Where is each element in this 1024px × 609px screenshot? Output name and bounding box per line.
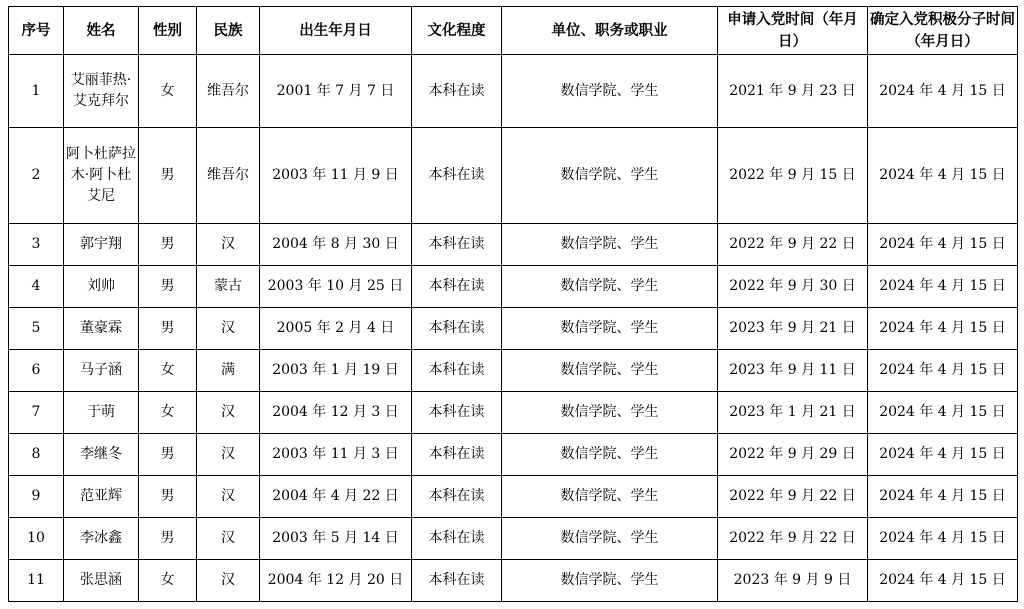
activist-date-cell: 2024 年 4 月 15 日 (868, 350, 1018, 392)
name-cell: 李继冬 (64, 434, 139, 476)
gender-cell: 男 (139, 308, 197, 350)
education-cell: 本科在读 (412, 308, 502, 350)
activist-date-cell: 2024 年 4 月 15 日 (868, 128, 1018, 224)
activist-date-cell: 2024 年 4 月 15 日 (868, 434, 1018, 476)
ethnicity-cell: 汉 (197, 392, 260, 434)
ethnicity-cell: 汉 (197, 476, 260, 518)
activist-roster-table (8, 6, 1018, 602)
education-cell: 本科在读 (412, 128, 502, 224)
gender-cell: 男 (139, 128, 197, 224)
activist-date-cell: 2024 年 4 月 15 日 (868, 476, 1018, 518)
name-cell: 董豪霖 (64, 308, 139, 350)
unit-cell: 数信学院、学生 (502, 476, 718, 518)
index-cell: 11 (9, 560, 64, 602)
ethnicity-cell: 满 (197, 350, 260, 392)
unit-cell: 数信学院、学生 (502, 392, 718, 434)
table-row (9, 128, 1018, 224)
application-date-cell: 2023 年 1 月 21 日 (718, 392, 868, 434)
name-cell: 郭宇翔 (64, 224, 139, 266)
index-cell: 1 (9, 55, 64, 128)
name-cell: 范亚辉 (64, 476, 139, 518)
col-header-education: 文化程度 (412, 7, 502, 55)
ethnicity-cell: 汉 (197, 308, 260, 350)
table-row (9, 55, 1018, 128)
table-row (9, 266, 1018, 308)
table-row (9, 392, 1018, 434)
education-cell: 本科在读 (412, 224, 502, 266)
activist-date-cell: 2024 年 4 月 15 日 (868, 55, 1018, 128)
index-cell: 9 (9, 476, 64, 518)
birthdate-cell: 2001 年 7 月 7 日 (260, 55, 412, 128)
birthdate-cell: 2003 年 10 月 25 日 (260, 266, 412, 308)
application-date-cell: 2022 年 9 月 30 日 (718, 266, 868, 308)
education-cell: 本科在读 (412, 434, 502, 476)
index-cell: 5 (9, 308, 64, 350)
unit-cell: 数信学院、学生 (502, 350, 718, 392)
ethnicity-cell: 汉 (197, 560, 260, 602)
education-cell: 本科在读 (412, 350, 502, 392)
index-cell: 10 (9, 518, 64, 560)
application-date-cell: 2022 年 9 月 15 日 (718, 128, 868, 224)
gender-cell: 女 (139, 392, 197, 434)
col-header-application-date: 申请入党时间（年月日） (718, 7, 868, 55)
unit-cell: 数信学院、学生 (502, 434, 718, 476)
unit-cell: 数信学院、学生 (502, 266, 718, 308)
unit-cell: 数信学院、学生 (502, 518, 718, 560)
gender-cell: 女 (139, 560, 197, 602)
birthdate-cell: 2004 年 4 月 22 日 (260, 476, 412, 518)
ethnicity-cell: 蒙古 (197, 266, 260, 308)
table-row (9, 350, 1018, 392)
education-cell: 本科在读 (412, 55, 502, 128)
birthdate-cell: 2003 年 11 月 9 日 (260, 128, 412, 224)
index-cell: 4 (9, 266, 64, 308)
document-page (8, 6, 1018, 602)
col-header-ethnicity: 民族 (197, 7, 260, 55)
gender-cell: 男 (139, 224, 197, 266)
application-date-cell: 2023 年 9 月 9 日 (718, 560, 868, 602)
name-cell: 刘帅 (64, 266, 139, 308)
birthdate-cell: 2003 年 5 月 14 日 (260, 518, 412, 560)
education-cell: 本科在读 (412, 476, 502, 518)
application-date-cell: 2022 年 9 月 29 日 (718, 434, 868, 476)
table-row (9, 476, 1018, 518)
application-date-cell: 2022 年 9 月 22 日 (718, 476, 868, 518)
index-cell: 3 (9, 224, 64, 266)
col-header-name: 姓名 (64, 7, 139, 55)
name-cell: 马子涵 (64, 350, 139, 392)
gender-cell: 男 (139, 518, 197, 560)
education-cell: 本科在读 (412, 266, 502, 308)
gender-cell: 女 (139, 55, 197, 128)
name-cell: 李冰鑫 (64, 518, 139, 560)
application-date-cell: 2021 年 9 月 23 日 (718, 55, 868, 128)
unit-cell: 数信学院、学生 (502, 308, 718, 350)
application-date-cell: 2023 年 9 月 11 日 (718, 350, 868, 392)
gender-cell: 女 (139, 350, 197, 392)
birthdate-cell: 2004 年 8 月 30 日 (260, 224, 412, 266)
ethnicity-cell: 维吾尔 (197, 128, 260, 224)
activist-date-cell: 2024 年 4 月 15 日 (868, 224, 1018, 266)
activist-date-cell: 2024 年 4 月 15 日 (868, 560, 1018, 602)
col-header-gender: 性别 (139, 7, 197, 55)
gender-cell: 男 (139, 434, 197, 476)
education-cell: 本科在读 (412, 560, 502, 602)
col-header-activist-date: 确定入党积极分子时间（年月日） (868, 7, 1018, 55)
name-cell: 于萌 (64, 392, 139, 434)
ethnicity-cell: 汉 (197, 518, 260, 560)
activist-date-cell: 2024 年 4 月 15 日 (868, 392, 1018, 434)
index-cell: 8 (9, 434, 64, 476)
birthdate-cell: 2003 年 1 月 19 日 (260, 350, 412, 392)
table-row (9, 434, 1018, 476)
index-cell: 2 (9, 128, 64, 224)
col-header-birthdate: 出生年月日 (260, 7, 412, 55)
name-cell: 艾丽菲热·艾克拜尔 (64, 55, 139, 128)
unit-cell: 数信学院、学生 (502, 55, 718, 128)
table-row (9, 308, 1018, 350)
index-cell: 6 (9, 350, 64, 392)
unit-cell: 数信学院、学生 (502, 128, 718, 224)
table-row (9, 560, 1018, 602)
header-row (9, 7, 1018, 55)
education-cell: 本科在读 (412, 392, 502, 434)
index-cell: 7 (9, 392, 64, 434)
unit-cell: 数信学院、学生 (502, 224, 718, 266)
ethnicity-cell: 维吾尔 (197, 55, 260, 128)
gender-cell: 男 (139, 476, 197, 518)
name-cell: 阿卜杜萨拉木·阿卜杜艾尼 (64, 128, 139, 224)
table-row (9, 518, 1018, 560)
birthdate-cell: 2005 年 2 月 4 日 (260, 308, 412, 350)
table-row (9, 224, 1018, 266)
birthdate-cell: 2004 年 12 月 20 日 (260, 560, 412, 602)
ethnicity-cell: 汉 (197, 224, 260, 266)
unit-cell: 数信学院、学生 (502, 560, 718, 602)
birthdate-cell: 2004 年 12 月 3 日 (260, 392, 412, 434)
activist-date-cell: 2024 年 4 月 15 日 (868, 266, 1018, 308)
activist-date-cell: 2024 年 4 月 15 日 (868, 308, 1018, 350)
application-date-cell: 2023 年 9 月 21 日 (718, 308, 868, 350)
application-date-cell: 2022 年 9 月 22 日 (718, 518, 868, 560)
application-date-cell: 2022 年 9 月 22 日 (718, 224, 868, 266)
name-cell: 张思涵 (64, 560, 139, 602)
ethnicity-cell: 汉 (197, 434, 260, 476)
roster-body (9, 55, 1018, 602)
col-header-unit: 单位、职务或职业 (502, 7, 718, 55)
gender-cell: 男 (139, 266, 197, 308)
col-header-index: 序号 (9, 7, 64, 55)
education-cell: 本科在读 (412, 518, 502, 560)
activist-date-cell: 2024 年 4 月 15 日 (868, 518, 1018, 560)
birthdate-cell: 2003 年 11 月 3 日 (260, 434, 412, 476)
